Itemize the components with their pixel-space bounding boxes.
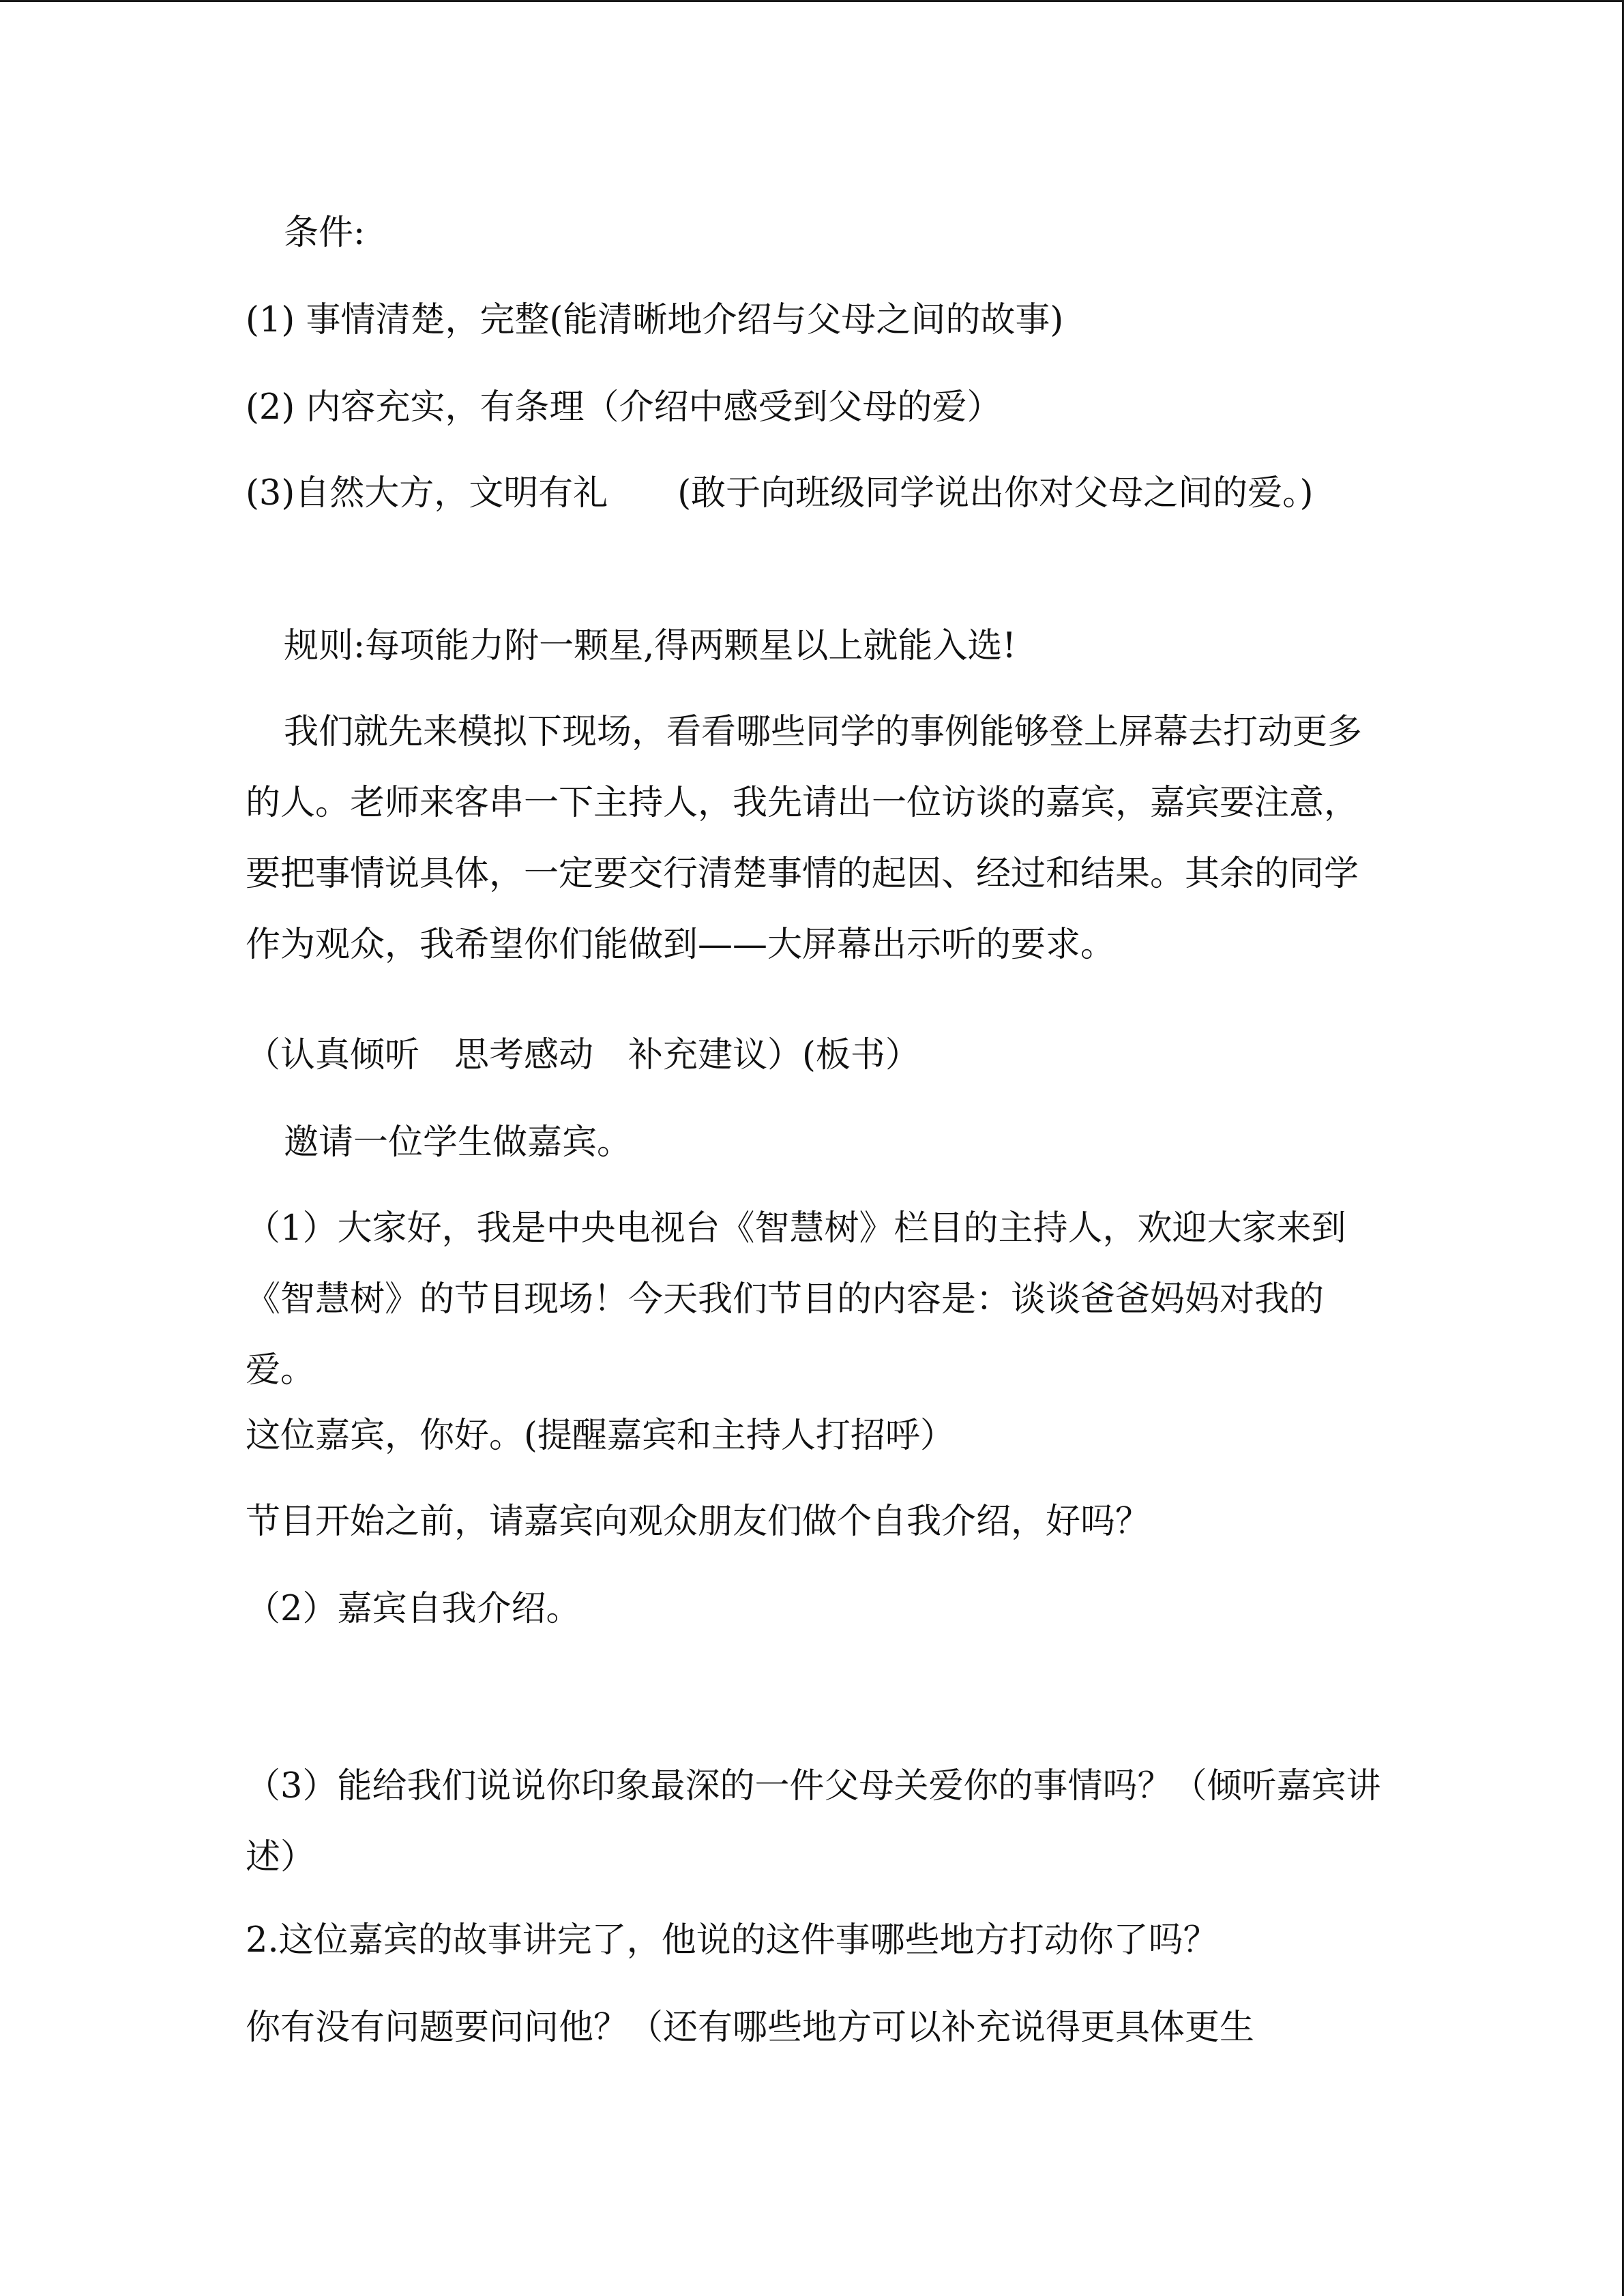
paragraph-conditions-heading: 条件: [284,213,366,253]
paragraph-story-discussion: 2.这位嘉宾的故事讲完了，他说的这件事哪些地方打动你了吗？ [246,1920,1218,1960]
paragraph-invite-guest: 邀请一位学生做嘉宾。 [284,1122,632,1163]
paragraph-follow-up-questions: 你有没有问题要问问他？（还有哪些地方可以补充说得更具体更生 [246,2008,1255,2048]
paragraph-simulation-intro: 我们就先来模拟下现场，看看哪些同学的事例能够登上屏幕去打动更多的人。老师来客串一下主持人，我先请出一位访谈的嘉宾，嘉宾要注意，要把事情说具体，一定要交行清楚事情的起因、经过和结果。其余的同学作为观众，我希望你们能做到——大屏幕出示听的要求。 [246,712,1363,965]
paragraph-self-intro-request: 节目开始之前，请嘉宾向观众朋友们做个自我介绍，好吗？ [246,1502,1151,1542]
paragraph-listening-requirements: （认真倾听 思考感动 补充建议）(板书） [246,1035,920,1075]
paragraph-condition-3: (3)自然大方，文明有礼 (敢于向班级同学说出你对父母之间的爱。) [246,473,1314,513]
paragraph-guest-self-intro: （2）嘉宾自我介绍。 [246,1589,581,1629]
paragraph-guest-story-question: （3）能给我们说说你印象最深的一件父母关爱你的事情吗？（倾听嘉宾讲述） [246,1766,1381,1877]
page-top-border [0,0,1624,2]
paragraph-condition-1: (1) 事情清楚，完整(能清晰地介绍与父母之间的故事) [246,300,1064,340]
paragraph-condition-2: (2) 内容充实，有条理（介绍中感受到父母的爱） [246,387,1002,428]
paragraph-greet-guest: 这位嘉宾，你好。(提醒嘉宾和主持人打招呼） [246,1416,955,1456]
paragraph-rules: 规则:每项能力附一颗星,得两颗星以上就能入选! [284,626,1016,666]
paragraph-host-greeting: （1）大家好，我是中央电视台《智慧树》栏目的主持人，欢迎大家来到《智慧树》的节目现场！今天我们节目的内容是：谈谈爸爸妈妈对我的爱。 [246,1208,1346,1390]
